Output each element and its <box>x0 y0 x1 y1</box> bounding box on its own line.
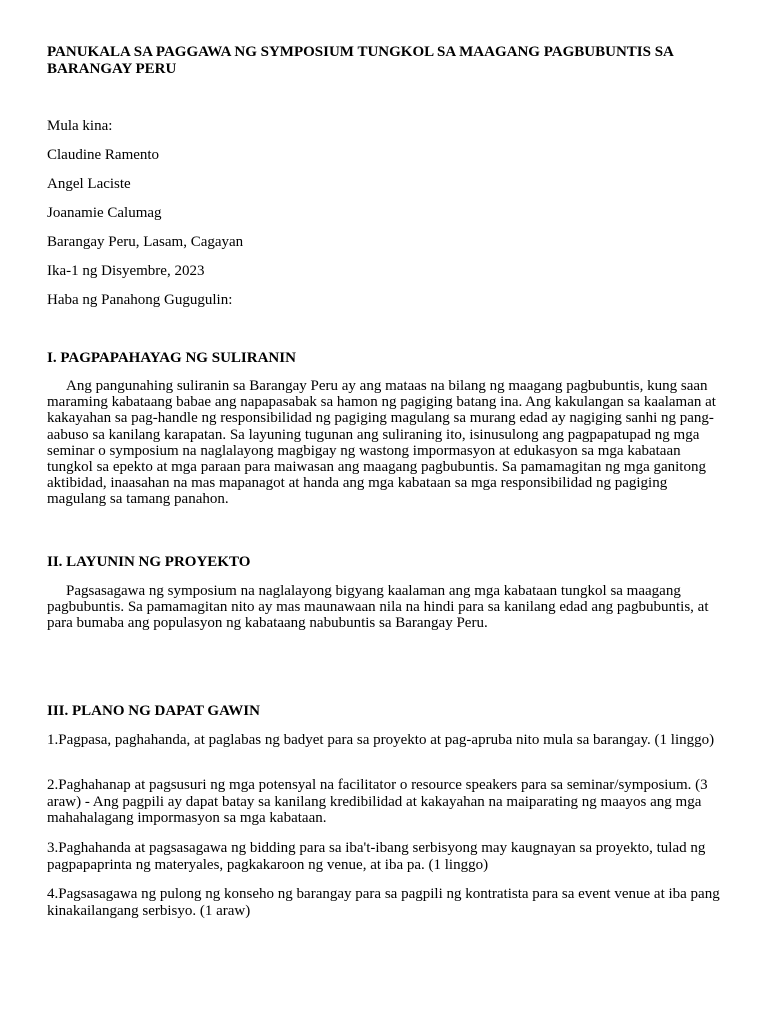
date-line: Ika-1 ng Disyembre, 2023 <box>47 263 205 279</box>
section-paragraph: Ang pangunahing suliranin sa Barangay Peru ay ang mataas na bilang ng maagang pagbubuntis, kung saan maraming kabataang babae ang napapasabak sa hamon ng pagiging batang ina. Ang kakulangan sa kaalaman at kakayahan sa pag-handle ng responsibilidad ng pagiging magulang sa murang edad ay nagiging sanhi ng pang-aabuso sa kanilang karapatan. Sa layuning tugunan ang suliraning ito, isinusulong ang pagpapatupad ng mga seminar o symposium na naglalayong magbigay ng wastong impormasyon at edukasyon sa mga kabataan tungkol sa epekto at mga paraan para maiwasan ang maagang pagbubuntis. Sa pamamagitan ng mga ganitong aktibidad, inaasahan na mas mapanagot at handa ang mga kabataan sa mga responsibilidad ng pagiging magulang sa tamang panahon. <box>47 378 716 508</box>
author-name: Angel Laciste <box>47 176 131 192</box>
section-paragraph: Pagsasagawa ng symposium na naglalayong bigyang kaalaman ang mga kabataan tungkol sa maagang pagbubuntis. Sa pamamagitan nito ay mas maunawaan nila na hindi para sa kanilang edad ang pagbubuntis, at para bumaba ang populasyon ng kabataang nabubuntis sa Barangay Peru. <box>47 583 709 632</box>
duration-label: Haba ng Panahong Gugugulin: <box>47 292 233 308</box>
plan-list-item: 2.Paghahanap at pagsusuri ng mga potensyal na facilitator o resource speakers para sa seminar/symposium. (3 araw) - Ang pagpili ay dapat batay sa kanilang kredibilidad at kakayahan na maiparating ng maayos ang mga mahahalagang impormasyon sa mga kabataan. <box>47 777 708 827</box>
from-label: Mula kina: <box>47 118 113 134</box>
plan-list-item: 3.Paghahanda at pagsasagawa ng bidding para sa iba't-ibang serbisyong may kaugnayan sa proyekto, tulad ng pagpapaprinta ng materyales, pagkakaroon ng venue, at iba pa. (1 linggo) <box>47 840 706 873</box>
author-name: Claudine Ramento <box>47 147 160 163</box>
section-heading: I. PAGPAPAHAYAG NG SULIRANIN <box>47 350 296 366</box>
plan-list-item: 1.Pagpasa, paghahanda, at paglabas ng badyet para sa proyekto at pag-apruba nito mula sa barangay. (1 linggo) <box>47 732 715 748</box>
plan-list-item: 4.Pagsasagawa ng pulong ng konseho ng barangay para sa pagpili ng kontratista para sa event venue at iba pang kinakailangang serbisyo. (1 araw) <box>47 886 720 919</box>
author-name: Joanamie Calumag <box>47 205 162 221</box>
section-heading: III. PLANO NG DAPAT GAWIN <box>47 703 260 719</box>
location-line: Barangay Peru, Lasam, Cagayan <box>47 234 244 250</box>
document-title: PANUKALA SA PAGGAWA NG SYMPOSIUM TUNGKOL SA MAAGANG PAGBUBUNTIS SA BARANGAY PERU <box>47 44 674 77</box>
section-heading: II. LAYUNIN NG PROYEKTO <box>47 554 251 570</box>
